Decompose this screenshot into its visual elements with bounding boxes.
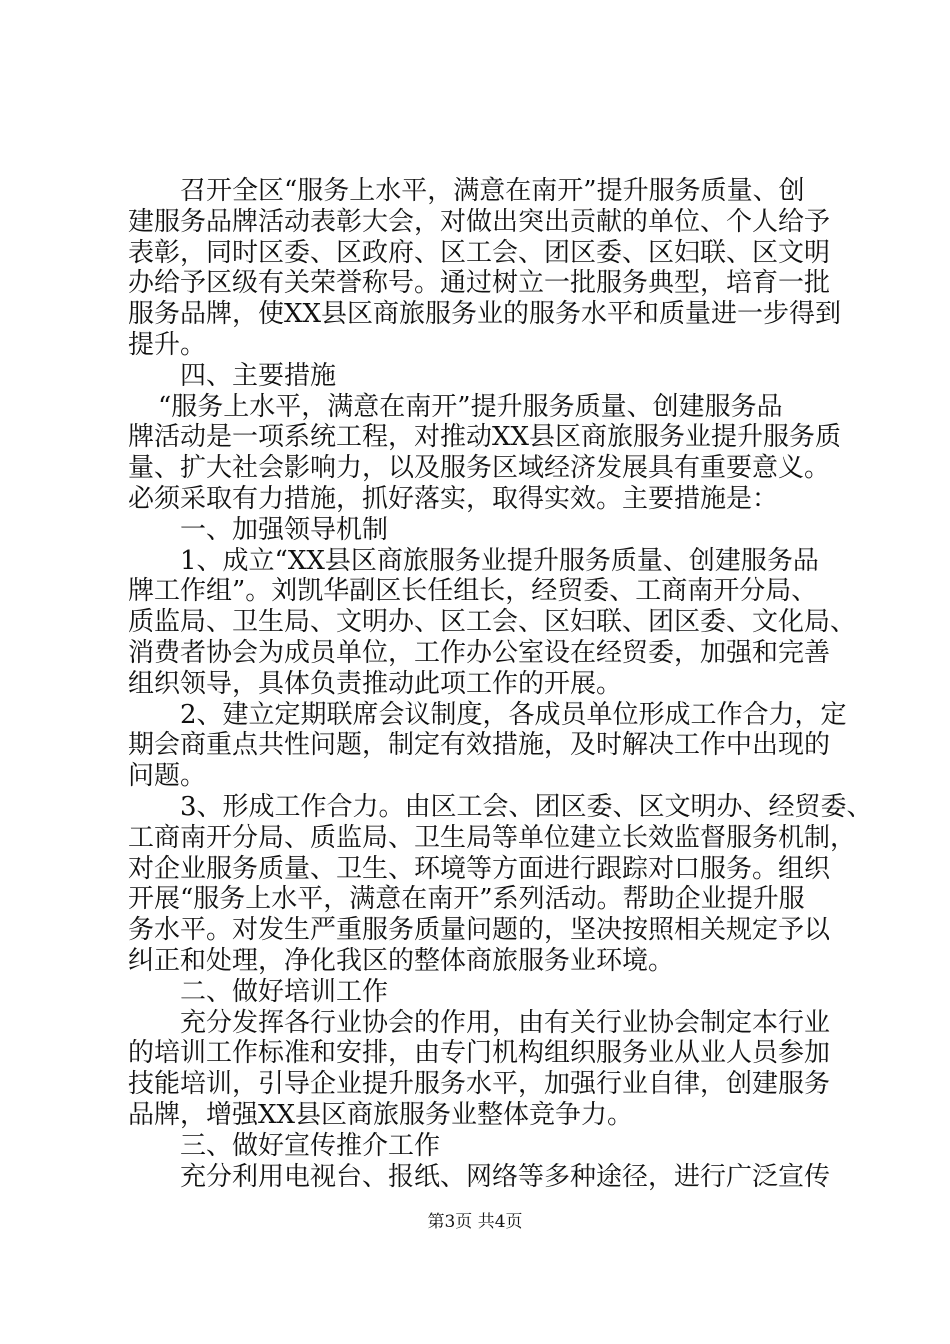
text-line: 开展“服务上水平，满意在南开”系列活动。帮助企业提升服	[128, 884, 805, 915]
text-line: 对企业服务质量、卫生、环境等方面进行跟踪对口服务。组织	[128, 853, 831, 884]
text-line: 充分发挥各行业协会的作用，由有关行业协会制定本行业	[180, 1007, 831, 1038]
section-heading: 三、做好宣传推介工作	[180, 1130, 441, 1161]
text-line: 的培训工作标准和安排，由专门机构组织服务业从业人员参加	[128, 1038, 831, 1069]
text-line: 牌活动是一项系统工程，对推动XX县区商旅服务业提升服务质	[128, 422, 842, 453]
text-line: 问题。	[128, 761, 207, 792]
text-line: 充分利用电视台、报纸、网络等多种途径，进行广泛宣传	[180, 1161, 831, 1192]
text-line: 纠正和处理，净化我区的整体商旅服务业环境。	[128, 946, 675, 976]
section-heading: 一、加强领导机制	[180, 514, 389, 545]
text-line: 表彰，同时区委、区政府、区工会、团区委、区妇联、区文明	[128, 237, 831, 268]
text-line: 牌工作组”。刘凯华副区长任组长，经贸委、工商南开分局、	[128, 576, 818, 607]
text-line: 召开全区“服务上水平，满意在南开”提升服务质量、创	[180, 176, 805, 206]
section-heading: 四、主要措施	[180, 360, 337, 391]
page-number-footer: 第3页 共4页	[427, 1212, 523, 1232]
text-line: 品牌，增强XX县区商旅服务业整体竞争力。	[128, 1100, 634, 1130]
text-line: 务水平。对发生严重服务质量问题的，坚决按照相关规定予以	[128, 915, 831, 946]
text-line: 3、形成工作合力。由区工会、团区委、区文明办、经贸委、	[180, 792, 873, 822]
text-line: 消费者协会为成员单位，工作办公室设在经贸委，加强和完善	[128, 638, 831, 668]
text-line: 组织领导，具体负责推动此项工作的开展。	[128, 668, 623, 699]
section-heading: 二、做好培训工作	[180, 976, 389, 1007]
text-line: 量、扩大社会影响力，以及服务区域经济发展具有重要意义。	[128, 453, 831, 484]
text-line: 办给予区级有关荣誉称号。通过树立一批服务典型，培育一批	[128, 268, 831, 299]
text-line: 技能培训，引导企业提升服务水平，加强行业自律，创建服务	[128, 1069, 831, 1100]
text-line: 1、成立“XX县区商旅服务业提升服务质量、创建服务品	[180, 545, 819, 576]
text-line: 工商南开分局、质监局、卫生局等单位建立长效监督服务机制，	[128, 822, 857, 853]
text-line: 质监局、卫生局、文明办、区工会、区妇联、团区委、文化局、	[128, 607, 857, 638]
text-line: “服务上水平，满意在南开”提升服务质量、创建服务品	[158, 391, 783, 422]
text-line: 服务品牌，使XX县区商旅服务业的服务水平和质量进一步得到	[128, 299, 842, 330]
text-line: 2、建立定期联席会议制度，各成员单位形成工作合力，定	[180, 699, 847, 730]
text-line: 提升。	[128, 330, 207, 360]
text-line: 期会商重点共性问题，制定有效措施，及时解决工作中出现的	[128, 730, 831, 761]
text-line: 建服务品牌活动表彰大会，对做出突出贡献的单位、个人给予	[128, 206, 831, 237]
text-line: 必须采取有力措施，抓好落实，取得实效。主要措施是：	[128, 484, 779, 514]
